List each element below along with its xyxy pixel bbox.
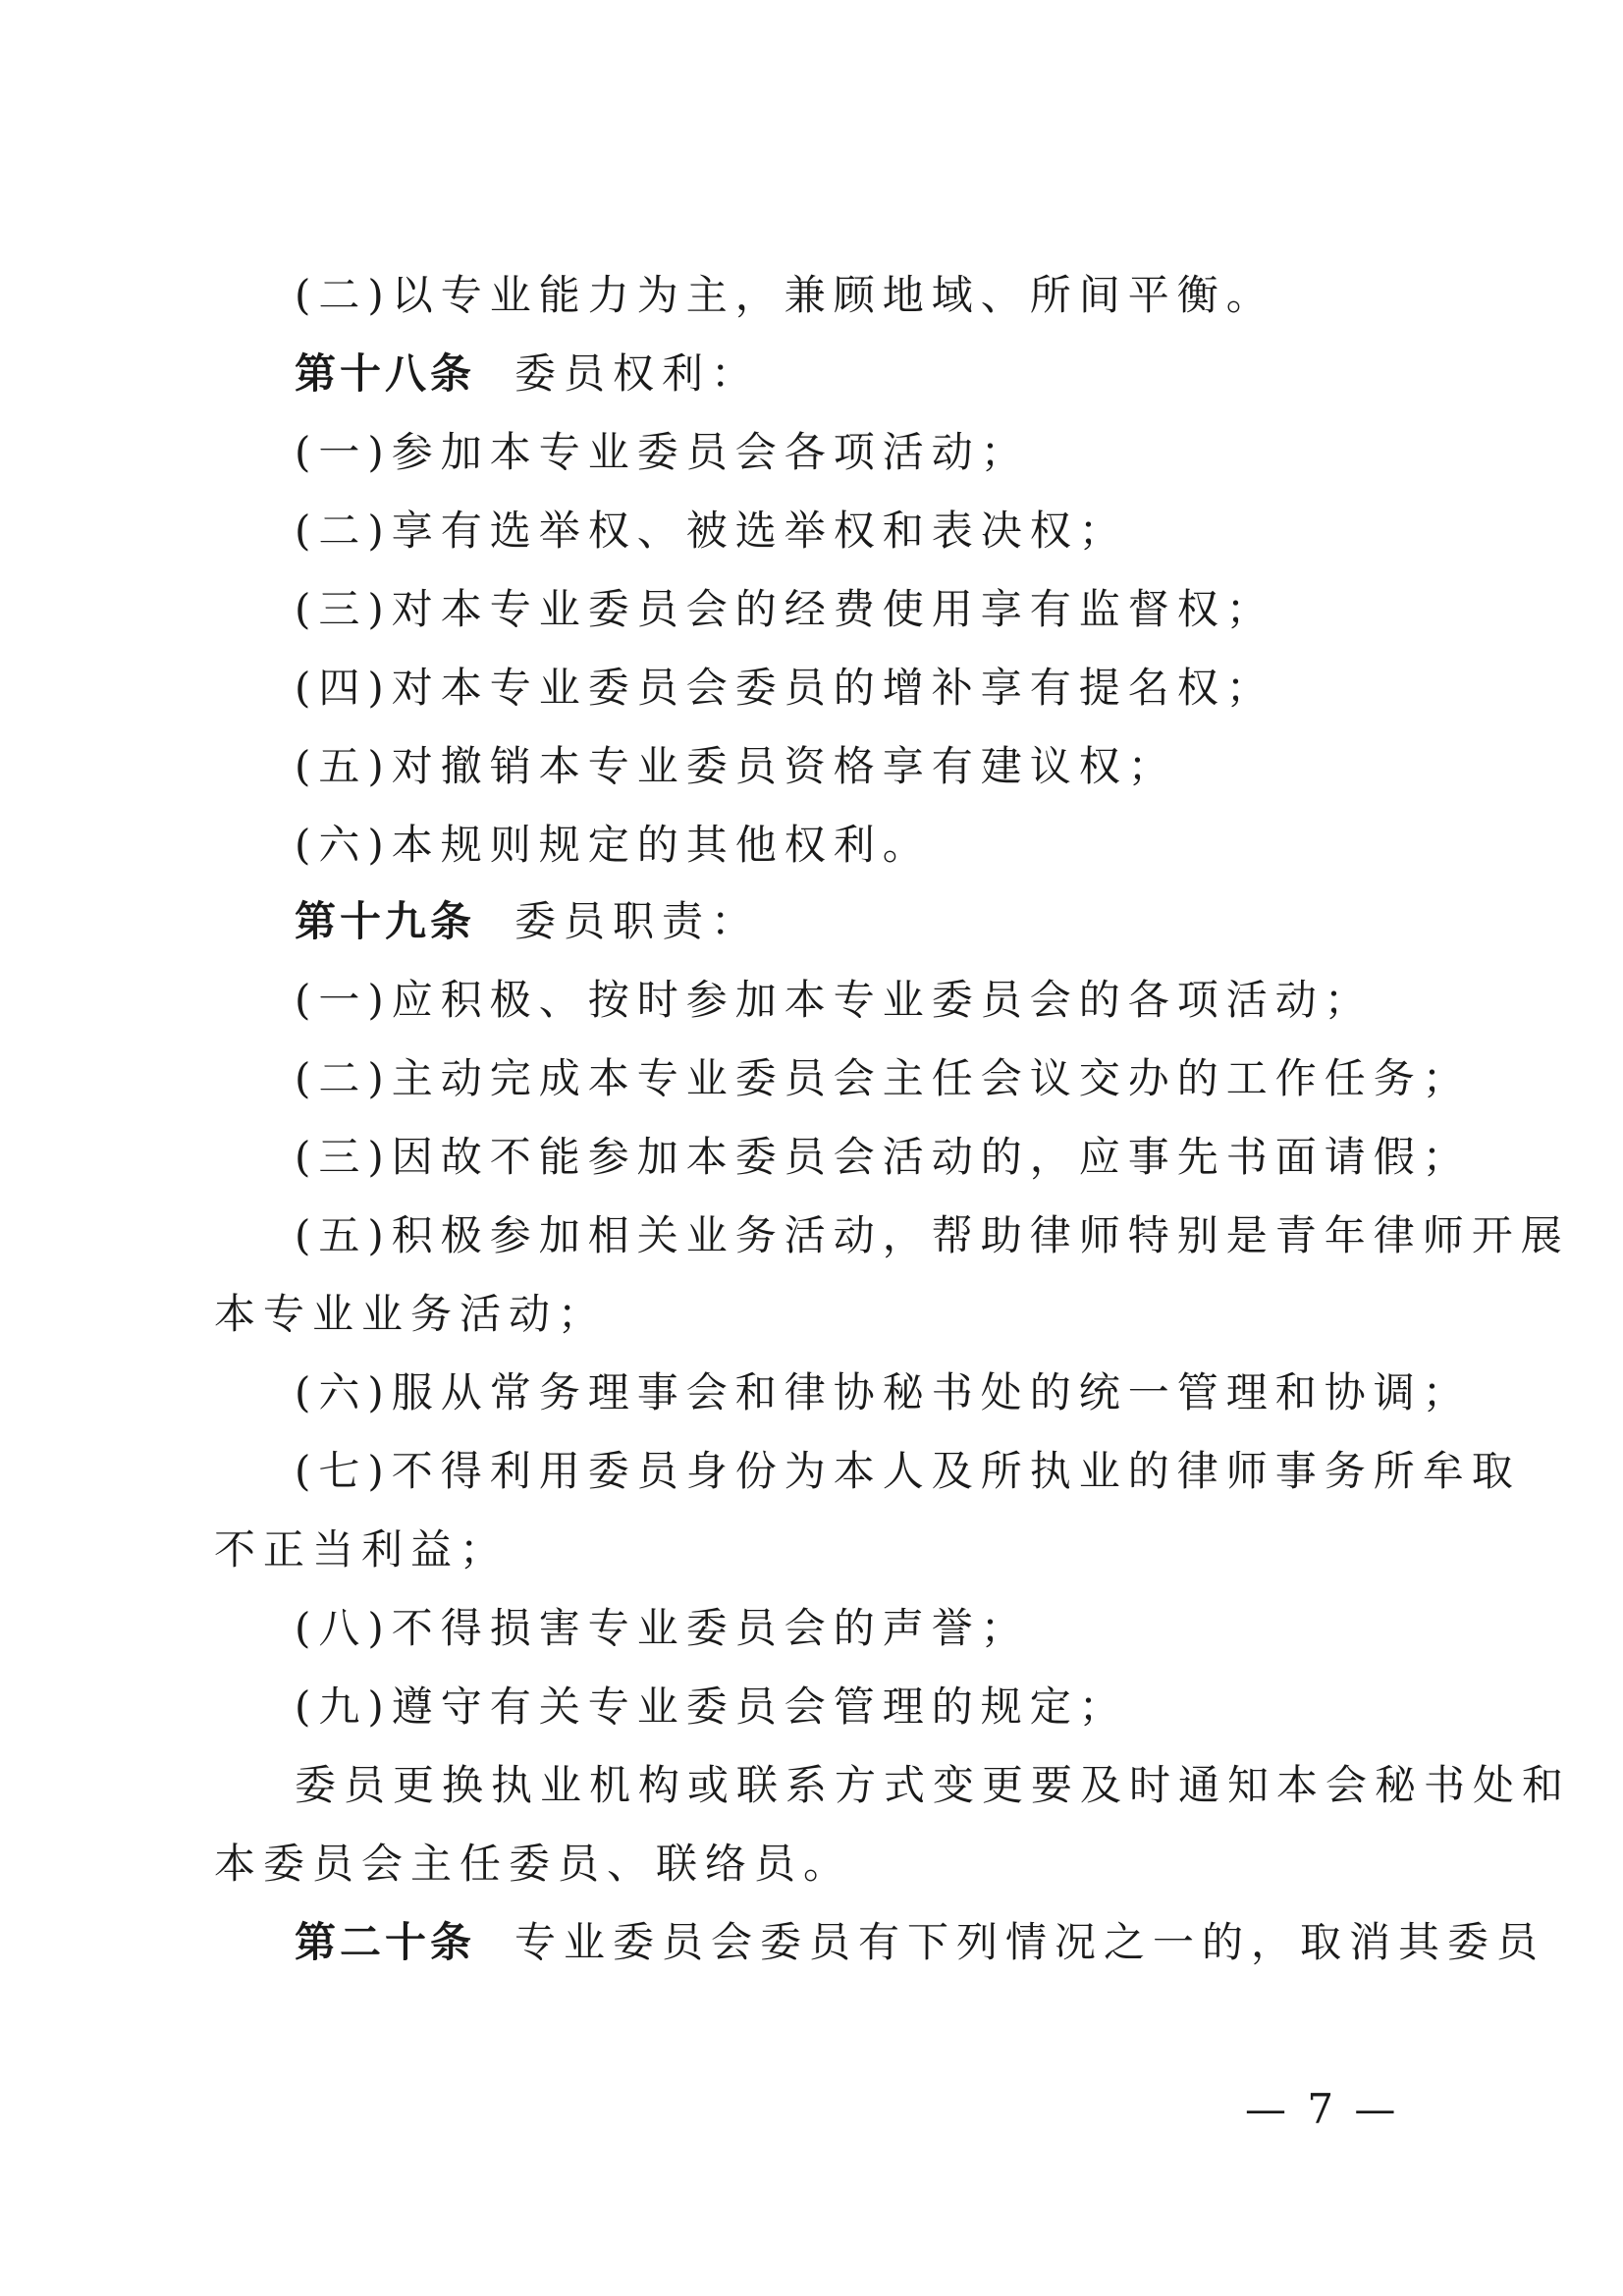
article-18 [295,349,761,398]
clause-text-continued: 本专业业务活动； [214,1290,608,1338]
page-number: — 7 — [1245,2085,1400,2133]
article-text: 委员权利： [514,349,761,398]
clause-text: (二)主动完成本专业委员会主任会议交办的工作任务； [295,1054,1472,1102]
paragraph-text-continued: 本委员会主任委员、联络员。 [214,1840,853,1888]
article-heading: 第二十条 [295,1918,476,1966]
clause-text: (三)对本专业委员会的经费使用享有监督权； [295,585,1275,633]
clause-text: (五)积极参加相关业务活动，帮助律师特别是青年律师开展 [295,1211,1570,1259]
clause-text: (九)遵守有关专业委员会管理的规定； [295,1682,1128,1731]
clause-text: (三)因故不能参加本委员会活动的，应事先书面请假； [295,1133,1472,1181]
clause-text: (八)不得损害专业委员会的声誉； [295,1604,1030,1652]
article-heading: 第十九条 [295,897,476,945]
clause-text: (一)参加本专业委员会各项活动； [295,428,1030,476]
article-text: 委员职责： [514,897,761,945]
paragraph-text: 委员更换执业机构或联系方式变更要及时通知本会秘书处和 [295,1761,1572,1809]
clause-text-continued: 不正当利益； [214,1525,510,1574]
clause-text: (六)本规则规定的其他权利。 [295,821,932,869]
clause-text: (六)服从常务理事会和律协秘书处的统一管理和协调； [295,1368,1472,1416]
clause-text: (二)以专业能力为主，兼顾地域、所间平衡。 [295,271,1275,319]
clause-text: (五)对撤销本专业委员资格享有建议权； [295,742,1177,790]
clause-text: (四)对本专业委员会委员的增补享有提名权； [295,664,1275,712]
article-text: 专业委员会委员有下列情况之一的，取消其委员 [514,1918,1546,1966]
clause-text: (一)应积极、按时参加本专业委员会的各项活动； [295,976,1374,1024]
clause-text: (七)不得利用委员身份为本人及所执业的律师事务所牟取 [295,1447,1521,1495]
article-19 [295,897,761,945]
clause-text: (二)享有选举权、被选举权和表决权； [295,507,1128,555]
article-heading: 第十八条 [295,349,476,398]
article-20 [295,1918,1546,1966]
